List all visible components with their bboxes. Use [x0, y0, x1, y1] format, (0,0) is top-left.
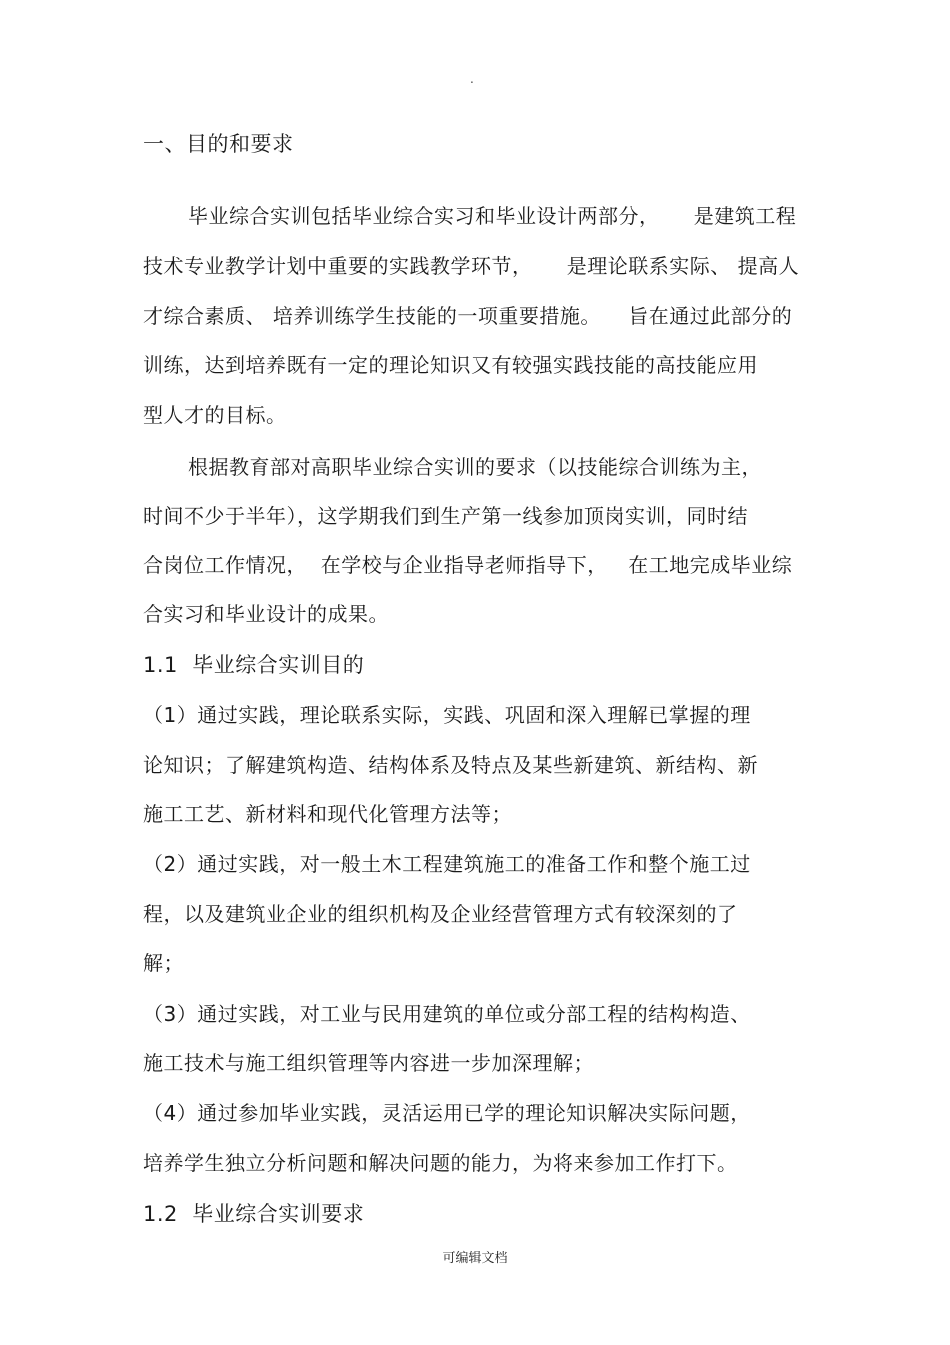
paragraph-line: 型人才的目标。: [143, 403, 287, 427]
paragraph-line: 时间不少于半年），这学期我们到生产第一线参加顶岗实训，同时结: [143, 504, 748, 528]
list-item-line: （4）通过参加毕业实践，灵活运用已学的理论知识解决实际问题，: [143, 1101, 751, 1125]
list-item-line: 论知识；了解建筑构造、结构体系及特点及某些新建筑、新结构、新: [143, 753, 758, 777]
paragraph-line: 合岗位工作情况， 在学校与企业指导老师指导下， 在工地完成毕业综: [143, 553, 793, 577]
list-item-line: 施工工艺、新材料和现代化管理方法等；: [143, 802, 512, 826]
paragraph-line: 根据教育部对高职毕业综合实训的要求（以技能综合训练为主，: [188, 455, 762, 479]
list-item-line: 解；: [143, 951, 184, 975]
paragraph-line: 技术专业教学计划中重要的实践教学环节， 是理论联系实际、 提高人: [143, 254, 800, 278]
page-footer: 可编辑文档: [442, 1251, 508, 1266]
paragraph-line: 合实习和毕业设计的成果。: [143, 602, 389, 626]
list-item-line: （1）通过实践，理论联系实际，实践、巩固和深入理解已掌握的理: [143, 703, 751, 727]
list-item-line: 程，以及建筑业企业的组织机构及企业经营管理方式有较深刻的了: [143, 902, 738, 926]
header-mark: .: [470, 72, 474, 86]
subsection-title: 1.2 毕业综合实训要求: [143, 1202, 365, 1226]
subsection-title: 1.1 毕业综合实训目的: [143, 653, 365, 677]
paragraph-line: 毕业综合实训包括毕业综合实习和毕业设计两部分， 是建筑工程: [188, 204, 797, 228]
list-item-line: （2）通过实践，对一般土木工程建筑施工的准备工作和整个施工过: [143, 852, 751, 876]
list-item-line: 施工技术与施工组织管理等内容进一步加深理解；: [143, 1051, 594, 1075]
list-item-line: 培养学生独立分析问题和解决问题的能力，为将来参加工作打下。: [143, 1151, 738, 1175]
paragraph-line: 才综合素质、 培养训练学生技能的一项重要措施。 旨在通过此部分的: [143, 304, 793, 328]
section-title: 一、目的和要求: [143, 132, 294, 156]
list-item-line: （3）通过实践，对工业与民用建筑的单位或分部工程的结构构造、: [143, 1002, 751, 1026]
paragraph-line: 训练，达到培养既有一定的理论知识又有较强实践技能的高技能应用: [143, 353, 758, 377]
